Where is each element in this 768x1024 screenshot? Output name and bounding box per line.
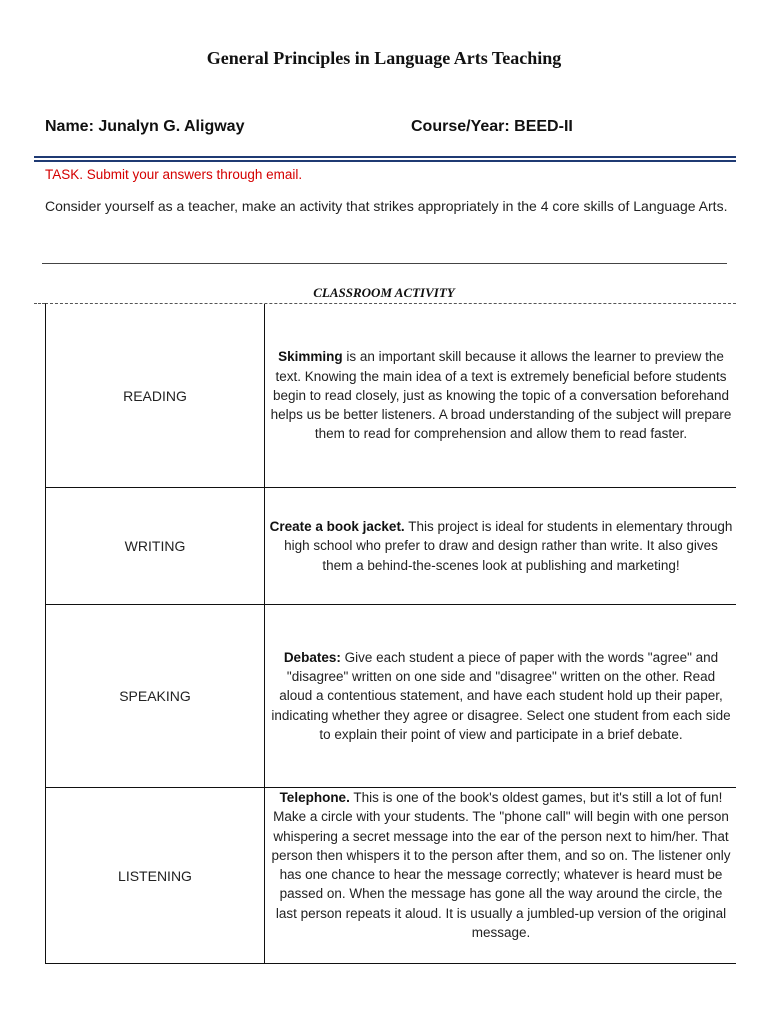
task-instruction: TASK. Submit your answers through email. — [45, 167, 303, 182]
student-name: Name: Junalyn G. Aligway — [45, 118, 245, 135]
course-year: Course/Year: BEED-II — [411, 118, 573, 135]
activity-description — [269, 304, 733, 487]
table-row — [46, 787, 736, 963]
activity-body: This project is ideal for students in elementary through high school who prefer to draw and design rather than write. It also gives them a behind-the-scenes look at publishing and marketing! — [284, 519, 733, 573]
section-divider — [42, 263, 727, 264]
activity-body: Give each student a piece of paper with the words "agree" and "disagree" written on one side and "disagree" written on the other. Read aloud a contentious statement, and have each student hold up their paper, indicating whether they agree or disagree. Select one student from each side to explain their point of view and participate in a brief debate. — [271, 649, 731, 742]
section-title: CLASSROOM ACTIVITY — [313, 285, 455, 300]
header-divider — [34, 156, 736, 158]
activity-lead: Telephone. — [279, 790, 350, 805]
document-title: General Principles in Language Arts Teaching — [206, 48, 562, 68]
activity-lead: Create a book jacket. — [269, 519, 405, 535]
activity-description — [269, 605, 733, 787]
activity-body: This is one of the book's oldest games, but it's still a lot of fun! Make a circle with your students. The "phone call" will begin with one person whispering a secret message into the ear of the person next to him/her. That person then whispers it to the person after them, and so on. The listener only has one chance to hear the message correctly; whatever is heard must be passed on. When the message has gone all the way around the circle, the last person repeats it aloud. It is usually a jumbled-up version of the original message. — [271, 790, 731, 941]
activity-body: is an important skill because it allows the learner to preview the text. Knowing the main idea of a text is extremely beneficial before students begin to read closely, just as knowing the topic of a conversation beforehand helps us be better listeners. A broad understanding of the subject will prepare them to read for comprehension and allow them to read faster. — [270, 349, 732, 442]
table-row — [46, 487, 736, 604]
skill-label: READING — [46, 304, 265, 487]
activity-lead: Debates: — [283, 649, 341, 665]
skill-label: LISTENING — [46, 788, 265, 963]
table-row — [46, 604, 736, 787]
activity-description — [269, 488, 733, 604]
table-row — [46, 304, 736, 487]
activity-description — [269, 788, 733, 963]
table-dash-edge — [34, 303, 45, 305]
activity-prompt: Consider yourself as a teacher, make an activity that strikes appropriately in the 4 core skills of Language Arts. — [45, 198, 728, 214]
activity-table — [45, 303, 736, 964]
skill-label: WRITING — [46, 488, 265, 604]
activity-lead: Skimming — [278, 349, 343, 365]
skill-label: SPEAKING — [46, 605, 265, 787]
